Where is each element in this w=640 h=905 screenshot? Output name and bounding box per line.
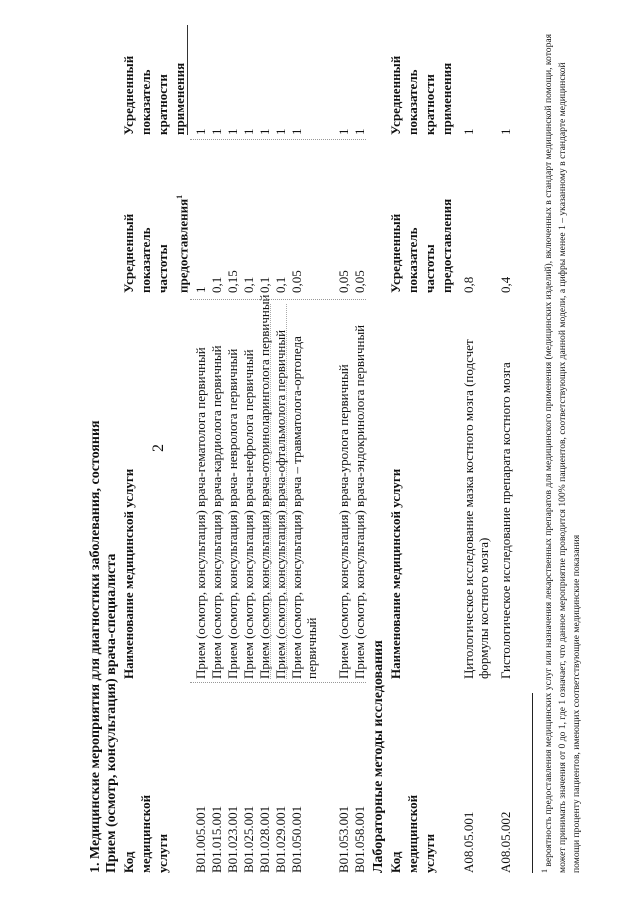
row-mult: 1 xyxy=(209,128,224,135)
group1-hdr-underline xyxy=(187,25,188,135)
footnote xyxy=(538,28,584,873)
row-freq: 0,15 xyxy=(225,270,240,293)
row-mult: 1 xyxy=(273,128,288,135)
row-mult: 1 xyxy=(257,128,272,135)
group1-hdr-code: Код медицинской услуги xyxy=(121,794,170,873)
row-mult: 1 xyxy=(352,128,367,135)
group2-hdr-code: Код медицинской услуги xyxy=(388,794,437,873)
row-mult: 1 xyxy=(336,128,351,135)
row-name: Прием (осмотр, консультация) врача-нефролога первичный xyxy=(241,349,256,679)
grid-line xyxy=(190,299,366,300)
row-mult: 1 xyxy=(225,128,240,135)
row-name: Прием (осмотр, консультация) врача-кардиолога первичный xyxy=(209,345,224,679)
row-name: Прием (осмотр, консультация) врача-гематолога первичный xyxy=(193,347,208,679)
row-mult: 1 xyxy=(241,128,256,135)
group2-hdr-freq: Усредненный показатель частоты предоставления xyxy=(388,198,454,293)
table-row: B01.029.001 xyxy=(273,805,288,873)
group2-hdr-name: Наименование медицинской услуги xyxy=(388,468,403,679)
row-freq: 0,1 xyxy=(209,276,224,293)
table-row: B01.053.001 xyxy=(336,805,351,873)
table-row: B01.058.001 xyxy=(352,805,367,873)
footnote-number: 1 xyxy=(540,869,549,873)
row-name: Прием (осмотр, консультация) врача – травматолога-ортопеда первичный xyxy=(289,336,319,679)
table-row: B01.028.001 xyxy=(257,805,272,873)
group1-subtitle: Прием (осмотр, консультация) врача-специалиста xyxy=(104,553,119,873)
row-freq: 0,1 xyxy=(257,276,272,293)
group1-hdr-mult: Усредненный показатель кратности применения xyxy=(121,55,187,135)
group1-hdr-freq: Усредненный показатель частоты предоставления$^1$ xyxy=(121,194,191,293)
table-row: B01.025.001 xyxy=(241,805,256,873)
footnote-text: вероятность предоставления медицинских услуг или назначения лекарственных препаратов для медицинского применения (медицинских изделий), включенных в стандарт медицинской помощи, которая может принимать значения от 0 до 1, где 1 означает, что данное мероприятие проводится 100% пациентов, соответствующих данной модели, а цифры менее 1 – указанному в стандарте медицинской помощи проценту пациентов, имеющих соответствующие медицинские показания xyxy=(543,33,583,873)
row-freq: 0,05 xyxy=(352,270,367,293)
table-row: B01.005.001 xyxy=(193,805,208,873)
row-mult: 1 xyxy=(461,128,476,135)
row-freq: 1 xyxy=(193,286,208,293)
footnote-separator xyxy=(532,693,533,873)
row-name: Цитологическое исследование мазка костного мозга (подсчет формулы костного мозга) xyxy=(461,339,491,679)
group2-subtitle: Лабораторные методы исследования xyxy=(371,640,386,873)
table-row: B01.050.001 xyxy=(289,805,304,873)
table-row: A08.05.002 xyxy=(498,811,513,873)
row-name: Прием (осмотр, консультация) врача-оториноларинголога первичный xyxy=(257,294,272,679)
table-row: B01.023.001 xyxy=(225,805,240,873)
row-freq: 0,05 xyxy=(289,270,304,293)
row-freq: 0,1 xyxy=(273,276,288,293)
row-freq: 0,8 xyxy=(461,276,476,293)
row-freq: 0,4 xyxy=(498,276,513,293)
row-name: Гистологическое исследование препарата костного мозга xyxy=(498,362,513,679)
page-number: 2 xyxy=(150,444,167,452)
grid-line xyxy=(270,304,271,679)
table-row: B01.015.001 xyxy=(209,805,224,873)
grid-line xyxy=(190,139,366,140)
section-title: 1. Медицинские мероприятия для диагностики заболевания, состояния xyxy=(88,420,103,873)
footnote-ref: 1 xyxy=(175,194,184,199)
group1-hdr-name: Наименование медицинской услуги xyxy=(121,468,136,679)
row-name: Прием (осмотр, консультация) врача- невролога первичный xyxy=(225,348,240,679)
group2-hdr-mult: Усредненный показатель кратности применения xyxy=(388,55,454,135)
table-row: A08.05.001 xyxy=(461,811,476,873)
row-name: Прием (осмотр, консультация) врача-офтальмолога первичный xyxy=(273,329,288,679)
row-mult: 1 xyxy=(289,128,304,135)
row-freq: 0,05 xyxy=(336,270,351,293)
row-mult: 1 xyxy=(498,128,513,135)
row-mult: 1 xyxy=(193,128,208,135)
grid-line xyxy=(190,682,366,683)
row-freq: 0,1 xyxy=(241,276,256,293)
row-name: Прием (осмотр, консультация) врача-уролога первичный xyxy=(336,364,351,679)
row-name: Прием (осмотр, консультация) врача-эндокринолога первичный xyxy=(352,324,367,679)
grid-line xyxy=(286,304,287,679)
